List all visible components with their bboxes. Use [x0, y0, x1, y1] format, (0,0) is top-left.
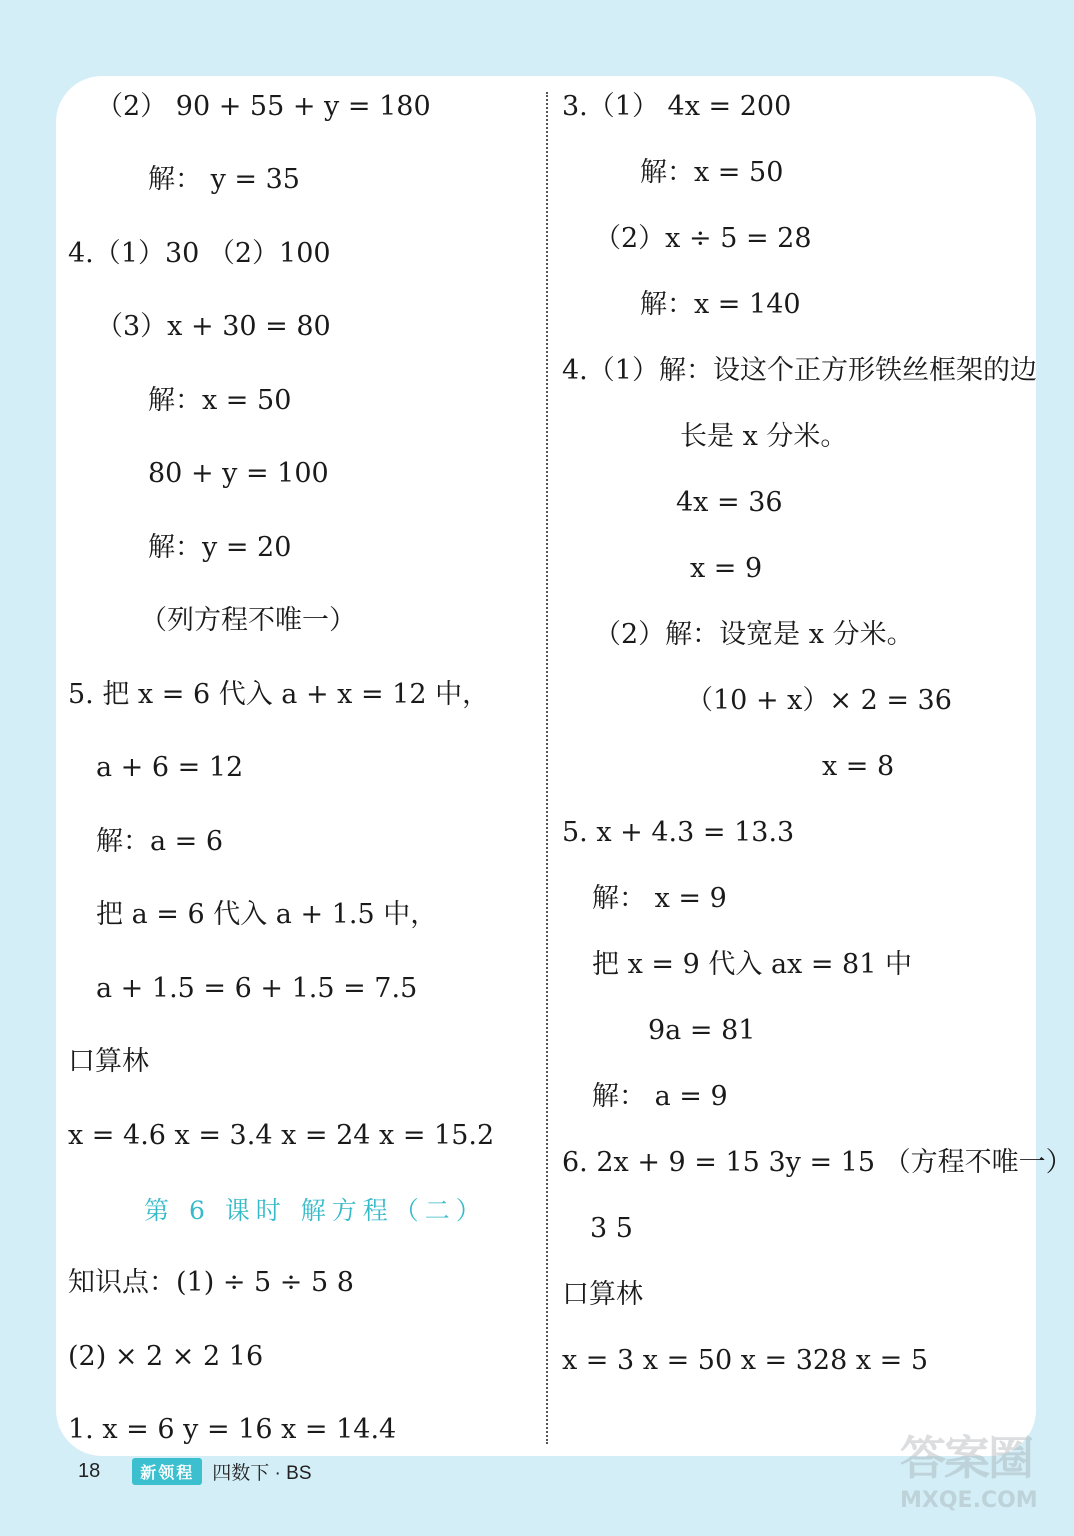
right-line: （2）解：设宽是 x 分米。 [594, 619, 914, 650]
left-line: 5. 把 x = 6 代入 a + x = 12 中， [68, 679, 490, 710]
book-label: 四数下 · BS [212, 1462, 312, 1484]
right-line: 口算林 [562, 1279, 643, 1310]
right-line: 9a = 81 [648, 1015, 756, 1046]
watermark-text: 答案圈 [900, 1431, 1032, 1485]
right-line: 6. 2x + 9 = 15 3y = 15 （方程不唯一） [562, 1147, 1073, 1178]
column-divider [546, 92, 548, 1444]
brand-badge: 新领程 [132, 1458, 202, 1485]
left-line: （3）x + 30 = 80 [96, 311, 331, 342]
page-number: 18 [78, 1459, 101, 1482]
left-line: 把 a = 6 代入 a + 1.5 中， [96, 899, 438, 930]
left-line: 4.（1）30 （2）100 [68, 238, 331, 269]
left-line: a + 6 = 12 [96, 752, 244, 783]
left-line: (2) × 2 × 2 16 [68, 1341, 264, 1372]
right-line: 4x = 36 [676, 487, 783, 518]
left-line: 口算林 [68, 1046, 149, 1077]
right-line: （10 + x）× 2 = 36 [686, 685, 952, 716]
watermark-logo [900, 1418, 1060, 1528]
left-line: 解：y = 20 [148, 532, 292, 563]
left-line: x = 4.6 x = 3.4 x = 24 x = 15.2 [68, 1120, 495, 1151]
left-line: （2） 90 + 55 + y = 180 [96, 91, 431, 122]
right-line: x = 3 x = 50 x = 328 x = 5 [562, 1345, 929, 1376]
left-line: a + 1.5 = 6 + 1.5 = 7.5 [96, 973, 418, 1004]
watermark-url: MXQE.COM [900, 1488, 1038, 1513]
right-line: 解： a = 9 [592, 1081, 728, 1112]
right-line: 把 x = 9 代入 ax = 81 中 [592, 949, 912, 980]
left-line: 解：a = 6 [96, 826, 224, 857]
left-line: 知识点：(1) ÷ 5 ÷ 5 8 [68, 1267, 354, 1298]
section-title: 第 6 课时 解方程（二） [144, 1196, 487, 1225]
right-line: x = 9 [690, 553, 763, 584]
left-line: 1. x = 6 y = 16 x = 14.4 [68, 1414, 397, 1445]
right-line: 解：x = 140 [640, 289, 801, 320]
right-line: 5. x + 4.3 = 13.3 [562, 817, 795, 848]
left-line: 80 + y = 100 [148, 458, 329, 489]
left-line: 解：x = 50 [148, 385, 292, 416]
right-line: 解：x = 50 [640, 157, 784, 188]
right-line: 解： x = 9 [592, 883, 727, 914]
page-footer [78, 1456, 312, 1486]
right-line: 长是 x 分米。 [680, 421, 848, 452]
right-line: 4.（1）解：设这个正方形铁丝框架的边 [562, 355, 1037, 386]
right-line: x = 8 [822, 751, 895, 782]
left-line: （列方程不唯一） [140, 605, 356, 636]
left-line: 解： y = 35 [148, 164, 300, 195]
right-line: 3.（1） 4x = 200 [562, 91, 792, 122]
right-line: （2）x ÷ 5 = 28 [594, 223, 812, 254]
right-line: 3 5 [590, 1213, 633, 1244]
